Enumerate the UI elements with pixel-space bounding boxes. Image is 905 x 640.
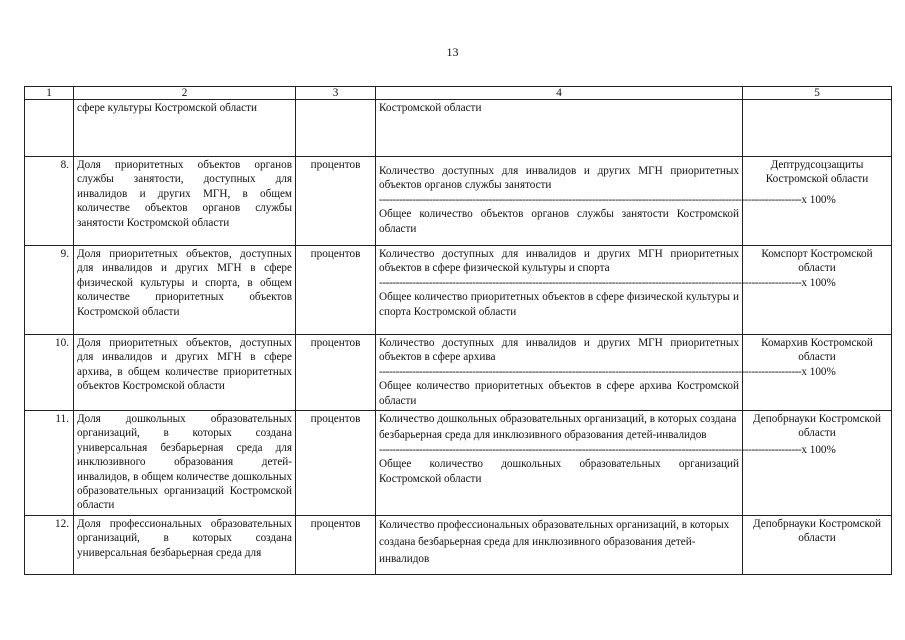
indicator-name: сфере культуры Костромской области (74, 100, 296, 157)
unit (296, 100, 376, 157)
formula-numerator: Количество дошкольных образовательных организаций, в которых создана безбарьерная среда для инклюзивного образования детей-инвалидов (379, 413, 737, 441)
source (743, 100, 892, 157)
formula-numerator: Количество доступных для инвалидов и других МГН приоритетных объектов в сфере архива (379, 337, 739, 364)
formula-multiplier: x 100% (801, 193, 836, 206)
row-number: 8. (25, 157, 74, 246)
formula-denominator: Общее количество приоритетных объектов в сфере архива Костромской области (379, 380, 739, 407)
indicator-name: Доля приоритетных объектов, доступных для инвалидов и других МГН в сфере архива, в общем количестве приоритетных объектов Костромской области (74, 335, 296, 411)
fraction-line: ------------------------------------------------------------------------------------------------------------------------------- x 100% (379, 365, 836, 378)
indicator-name: Доля профессиональных образовательных организаций, в которых создана универсальная безбарьерная среда для (74, 515, 296, 574)
formula-multiplier: x 100% (801, 276, 836, 289)
formula-denominator: Общее количество приоритетных объектов в сфере физической культуры и спорта Костромской области (379, 291, 739, 318)
indicator-name: Доля приоритетных объектов, доступных для инвалидов и других МГН в сфере физической культуры и спорта, в общем количестве приоритетных объектов Костромской области (74, 246, 296, 335)
row-number (25, 100, 74, 157)
formula-multiplier: x 100% (801, 365, 836, 378)
source: Комспорт Костромской области (743, 246, 892, 335)
formula (376, 515, 743, 574)
formula-denominator: Общее количество дошкольных образовательных организаций Костромской области (379, 458, 739, 485)
row-number: 10. (25, 335, 74, 411)
row-number: 9. (25, 246, 74, 335)
indicator-name: Доля дошкольных образовательных организаций, в которых создана универсальная безбарьерная среда для инклюзивного образования детей-инвалидов, в общем количестве дошкольных образовательных организаций Костромской области (74, 411, 296, 516)
page-number: 13 (446, 45, 459, 59)
source: Дептрудсоцзащиты Костромской области (743, 157, 892, 246)
row-number: 12. (25, 515, 74, 574)
source: Депобрнауки Костромской области (743, 515, 892, 574)
column-header-1: 1 (25, 87, 74, 100)
table-row (25, 246, 892, 335)
table-row (25, 157, 892, 246)
formula: Костромской области (376, 100, 743, 157)
table-row (25, 335, 892, 411)
indicator-name: Доля приоритетных объектов органов службы занятости, доступных для инвалидов и других МГН, в общем количестве объектов органов службы занятости Костромской области (74, 157, 296, 246)
formula-numerator: Количество профессиональных образовательных организаций, в которых создана безбарьерная среда для инклюзивного образования детей-инвалидов (379, 518, 730, 565)
column-header-5: 5 (743, 87, 892, 100)
fraction-line: ------------------------------------------------------------------------------------------------------------------------------- x 100% (379, 444, 836, 457)
continued-row (25, 100, 892, 157)
unit: процентов (296, 335, 376, 411)
table-row (25, 515, 892, 574)
column-header-4: 4 (376, 87, 743, 100)
unit: процентов (296, 157, 376, 246)
source: Комархив Костромской области (743, 335, 892, 411)
column-header-3: 3 (296, 87, 376, 100)
unit: процентов (296, 246, 376, 335)
table-row (25, 411, 892, 516)
indicators-table (24, 86, 892, 575)
fraction-line: ------------------------------------------------------------------------------------------------------------------------------- x 100% (379, 276, 836, 289)
source: Депобрнауки Костромской области (743, 411, 892, 516)
unit: процентов (296, 515, 376, 574)
formula-denominator: Общее количество объектов органов службы занятости Костромской области (379, 208, 739, 235)
unit: процентов (296, 411, 376, 516)
fraction-line: ------------------------------------------------------------------------------------------------------------------------------- x 100% (379, 193, 836, 206)
row-number: 11. (25, 411, 74, 516)
header-row (25, 87, 892, 100)
column-header-2: 2 (74, 87, 296, 100)
formula-numerator: Количество доступных для инвалидов и других МГН приоритетных объектов органов службы занятости (379, 165, 739, 192)
formula-numerator: Количество доступных для инвалидов и других МГН приоритетных объектов в сфере физической культуры и спорта (379, 248, 739, 275)
formula-multiplier: x 100% (801, 444, 836, 457)
